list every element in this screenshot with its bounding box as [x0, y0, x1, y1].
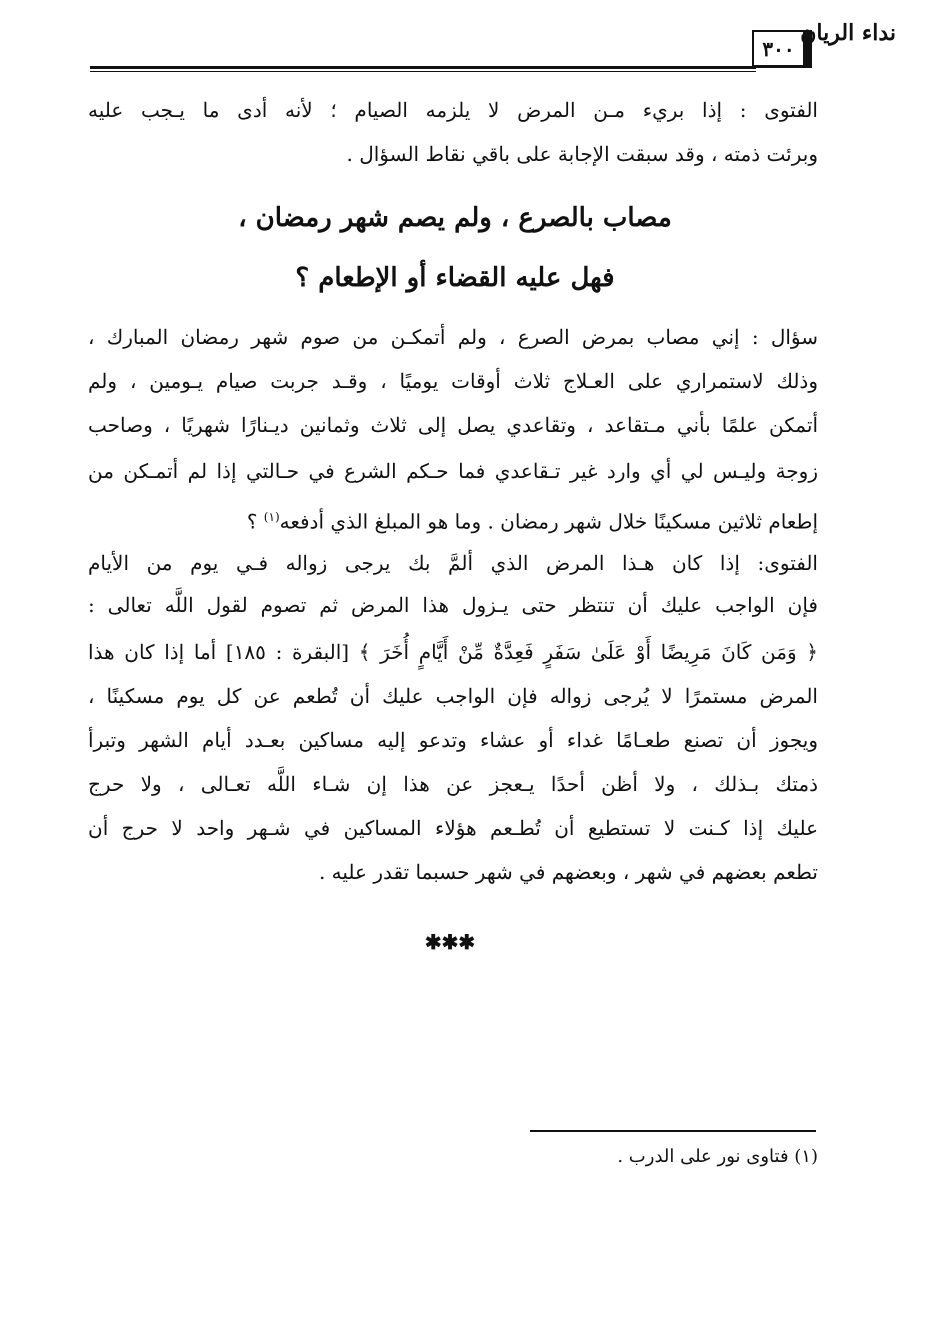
- quran-verse-line: ﴿ وَمَن كَانَ مَرِيضًا أَوْ عَلَىٰ سَفَرٍ فَعِدَّةٌ مِّنْ أَيَّامٍ أُخَرَ ﴾ [البقرة : ١٨٥] أما إذا كان هذا: [88, 640, 818, 664]
- fatwa-line: الفتوى: إذا كان هـذا المرض الذي ألمَّ بك يرجى زواله فـي يوم من الأيام: [88, 551, 818, 575]
- question-line: سؤال : إني مصاب بمرض الصرع ، ولم أتمكـن من صوم شهر رمضان المبارك ،: [88, 325, 818, 349]
- fatwa-line: فإن الواجب عليك أن تنتظر حتى يـزول هذا المرض ثم تصوم لقول اللَّه تعالى :: [88, 593, 818, 617]
- fatwa-line: ويجوز أن تصنع طعـامًا غداء أو عشاء وتدعو إليه مساكين بعـدد أيام الشهر وتبرأ: [88, 728, 818, 752]
- fatwa-line: ذمتك بـذلك ، ولا أظن أحدًا يـعجز عن هذا إن شـاء اللَّه تعـالى ، ولا حرج: [88, 772, 818, 796]
- question-line: وذلك لاستمراري على العـلاج ثلاث أوقات يوميًا ، وقـد جربت صيام يـومين ، ولم: [88, 369, 818, 393]
- fatwa-line: تطعم بعضهم في شهر ، وبعضهم في شهر حسبما تقدر عليه .: [318, 860, 818, 884]
- footnote-ref: (١): [263, 510, 280, 524]
- fatwa-line: المرض مستمرًا لا يُرجى زواله فإن الواجب عليك أن تُطعم عن كل يوم مسكينًا ،: [88, 684, 818, 708]
- paragraph-line: وبرئت ذمته ، وقد سبقت الإجابة على باقي نقاط السؤال .: [346, 142, 818, 166]
- section-heading: مصاب بالصرع ، ولم يصم شهر رمضان ،: [238, 203, 672, 233]
- fatwa-line: عليك إذا كـنت لا تستطيع أن تُطـعم هؤلاء المساكين في شـهر واحد لا حرج أن: [88, 816, 818, 840]
- page-number: ٣٠٠: [752, 30, 812, 68]
- question-line: زوجة وليـس لي أي وارد غير تـقاعدي فما حـكم الشرع في حـالتي إذا لم أتمـكن من: [88, 459, 818, 483]
- section-heading: فهل عليه القضاء أو الإطعام ؟: [295, 263, 615, 293]
- header-rule: [90, 66, 756, 69]
- question-mark: ؟: [246, 509, 264, 534]
- footnote: (١) فتاوى نور على الدرب .: [617, 1146, 818, 1167]
- running-header-title: نداء الريان: [800, 20, 896, 46]
- question-line-last: [88, 502, 818, 537]
- question-text: إطعام ثلاثين مسكينًا خلال شهر رمضان . وما هو المبلغ الذي أدفعه: [279, 509, 818, 534]
- footnote-rule: [530, 1130, 816, 1132]
- paragraph-line: الفتوى : إذا بريء مـن المرض لا يلزمه الصيام ؛ لأنه أدى ما يـجب عليه: [88, 98, 818, 122]
- question-line: أتمكن علمًا بأني مـتقاعد ، وتقاعدي يصل إلى ثلاث وثمانين ديـنارًا شهريًا ، وصاحب: [88, 413, 818, 437]
- section-separator: ✱✱✱: [424, 930, 476, 954]
- header-rule-thin: [90, 71, 756, 72]
